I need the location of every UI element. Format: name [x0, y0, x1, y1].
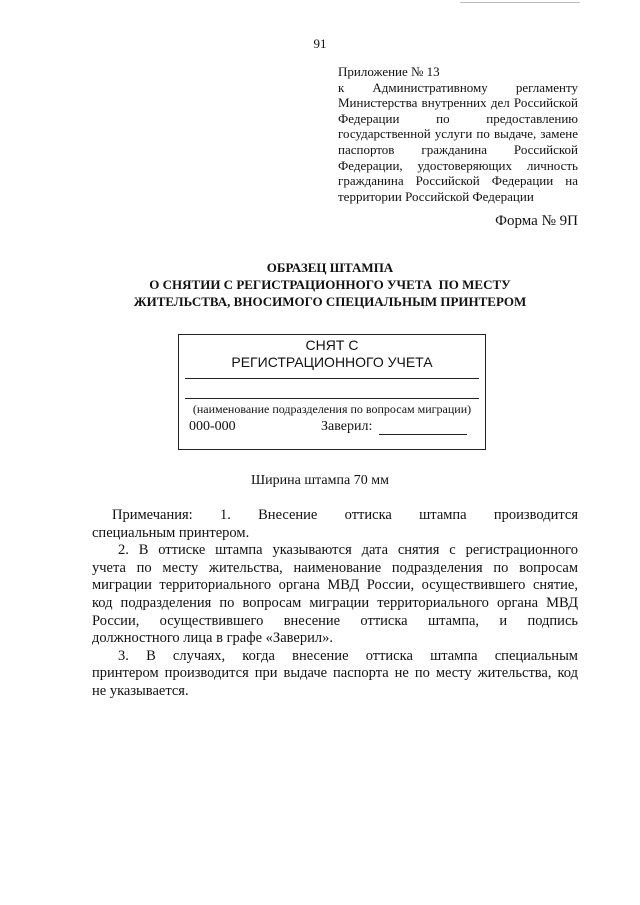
stamp-sample — [178, 334, 486, 450]
stamp-code: 000-000 — [189, 419, 236, 434]
top-edge-rule — [460, 2, 580, 3]
appendix-line: Федерации по предоставлению — [338, 110, 578, 126]
appendix-line: Приложение № 13 — [338, 64, 440, 79]
page-number: 91 — [313, 36, 327, 51]
notes-line: принтером производится при выдаче паспорта не по месту жительства, код — [92, 665, 578, 682]
appendix-line: Министерства внутренних дел Российской — [338, 95, 578, 111]
notes-line: Примечания: 1. Внесение оттиска штампа производится — [112, 507, 578, 523]
notes-line: учета по месту жительства, наименование подразделения по вопросам — [92, 559, 578, 576]
notes-line: код подразделения по вопросам миграции территориального органа МВД — [92, 594, 578, 611]
notes-line: 2. В оттиске штампа указываются дата снятия с регистрационного — [118, 542, 578, 559]
title-line: ОБРАЗЕЦ ШТАМПА — [266, 260, 394, 275]
title-line: О СНЯТИИ С РЕГИСТРАЦИОННОГО УЧЕТА ПО МЕСТУ — [149, 277, 511, 292]
appendix-line: паспортов гражданина Российской — [338, 141, 578, 157]
stamp-heading-line: РЕГИСТРАЦИОННОГО УЧЕТА — [231, 354, 433, 370]
stamp-blank-line — [185, 378, 479, 379]
stamp-width-note: Ширина штампа 70 мм — [251, 473, 389, 488]
appendix-line: Федерации, удостоверяющих личность — [338, 157, 578, 173]
notes-line: России, осуществившего внесение оттиска штампа, и подпись — [92, 612, 578, 629]
appendix-line: территории Российской Федерации — [338, 188, 534, 204]
stamp-signature-line — [379, 434, 467, 435]
title-line: ЖИТЕЛЬСТВА, ВНОСИМОГО СПЕЦИАЛЬНЫМ ПРИНТЕРОМ — [133, 294, 527, 309]
appendix-reference — [338, 64, 578, 204]
appendix-line: гражданина Российской Федерации на — [338, 173, 578, 189]
notes-line: специальным принтером. — [92, 524, 250, 541]
form-number: Форма № 9П — [495, 213, 578, 229]
stamp-caption: (наименование подразделения по вопросам миграции) — [192, 402, 472, 416]
stamp-heading — [179, 337, 485, 371]
notes-line: 3. В случаях, когда внесение оттиска штампа специальным — [118, 647, 578, 664]
notes-line: должностного лица в графе «Заверил». — [92, 630, 333, 647]
document-title — [90, 259, 570, 310]
notes-line: не указывается. — [92, 682, 189, 699]
appendix-line: государственной услуги по выдаче, замене — [338, 126, 578, 142]
stamp-certified-label: Заверил: — [321, 419, 373, 434]
stamp-heading-line: СНЯТ С — [305, 337, 359, 353]
stamp-blank-line — [185, 398, 479, 399]
notes-line: миграции территориального органа МВД России, осуществившего снятие, — [92, 577, 578, 594]
notes-section — [92, 507, 578, 701]
appendix-line: к Административному регламенту — [338, 79, 578, 95]
